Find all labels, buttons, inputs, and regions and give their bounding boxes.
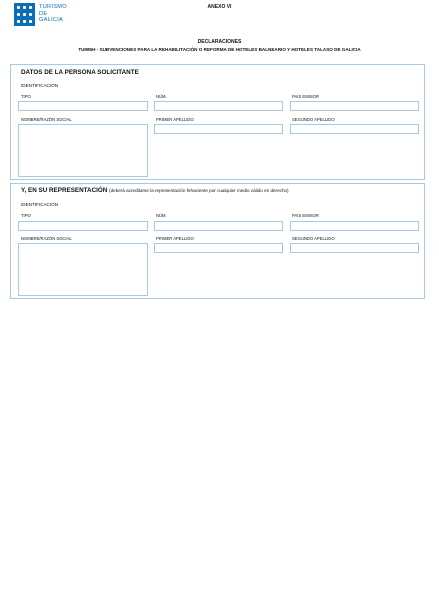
representative-note: (deberá acreditarse la representación fehaciente por cualquier medio válido en derecho) (109, 188, 289, 193)
representative-section (10, 183, 425, 299)
issuing-country-label: PAÍS EMISOR (292, 94, 319, 99)
applicant-section (10, 64, 425, 180)
type-label: TIPO (21, 213, 31, 218)
first-surname-label: PRIMER APELLIDO (156, 236, 194, 241)
type-field[interactable] (18, 221, 148, 231)
identification-heading: IDENTIFICACIÓN (21, 83, 59, 88)
document-title: DECLARACIONES (197, 39, 242, 45)
issuing-country-field[interactable] (290, 101, 419, 111)
type-field[interactable] (18, 101, 148, 111)
second-surname-field[interactable] (290, 243, 419, 253)
first-surname-field[interactable] (154, 243, 283, 253)
issuing-country-label: PAÍS EMISOR (292, 213, 319, 218)
number-field[interactable] (154, 221, 283, 231)
document-subtitle: TU985H - SUBVENCIONES PARA LA REHABILITACIÓN O REFORMA DE HOTELES BALNEARIO Y HOTELES TALASO DE GALICIA (78, 47, 361, 52)
identification-heading: IDENTIFICACIÓN (21, 202, 59, 207)
representative-title-text: Y, EN SU REPRESENTACIÓN (21, 187, 108, 194)
representative-section-title (21, 187, 289, 194)
name-field[interactable] (18, 243, 148, 296)
issuing-country-field[interactable] (290, 221, 419, 231)
second-surname-label: SEGUNDO APELLIDO (292, 117, 335, 122)
number-label: NÚM. (156, 94, 167, 99)
logo-line: GALICIA (39, 17, 64, 24)
annex-label: ANEXO VI (207, 4, 232, 10)
number-field[interactable] (154, 101, 283, 111)
applicant-section-title: DATOS DE LA PERSONA SOLICITANTE (21, 69, 139, 76)
logo-line: DE (39, 10, 48, 17)
type-label: TIPO (21, 94, 31, 99)
name-label: NOMBRE/RAZÓN SOCIAL (21, 236, 72, 241)
second-surname-label: SEGUNDO APELLIDO (292, 236, 335, 241)
second-surname-field[interactable] (290, 124, 419, 134)
name-field[interactable] (18, 124, 148, 177)
first-surname-label: PRIMER APELLIDO (156, 117, 194, 122)
name-label: NOMBRE/RAZÓN SOCIAL (21, 117, 72, 122)
number-label: NÚM. (156, 213, 167, 218)
first-surname-field[interactable] (154, 124, 283, 134)
logo-line: TURISMO (39, 4, 67, 10)
